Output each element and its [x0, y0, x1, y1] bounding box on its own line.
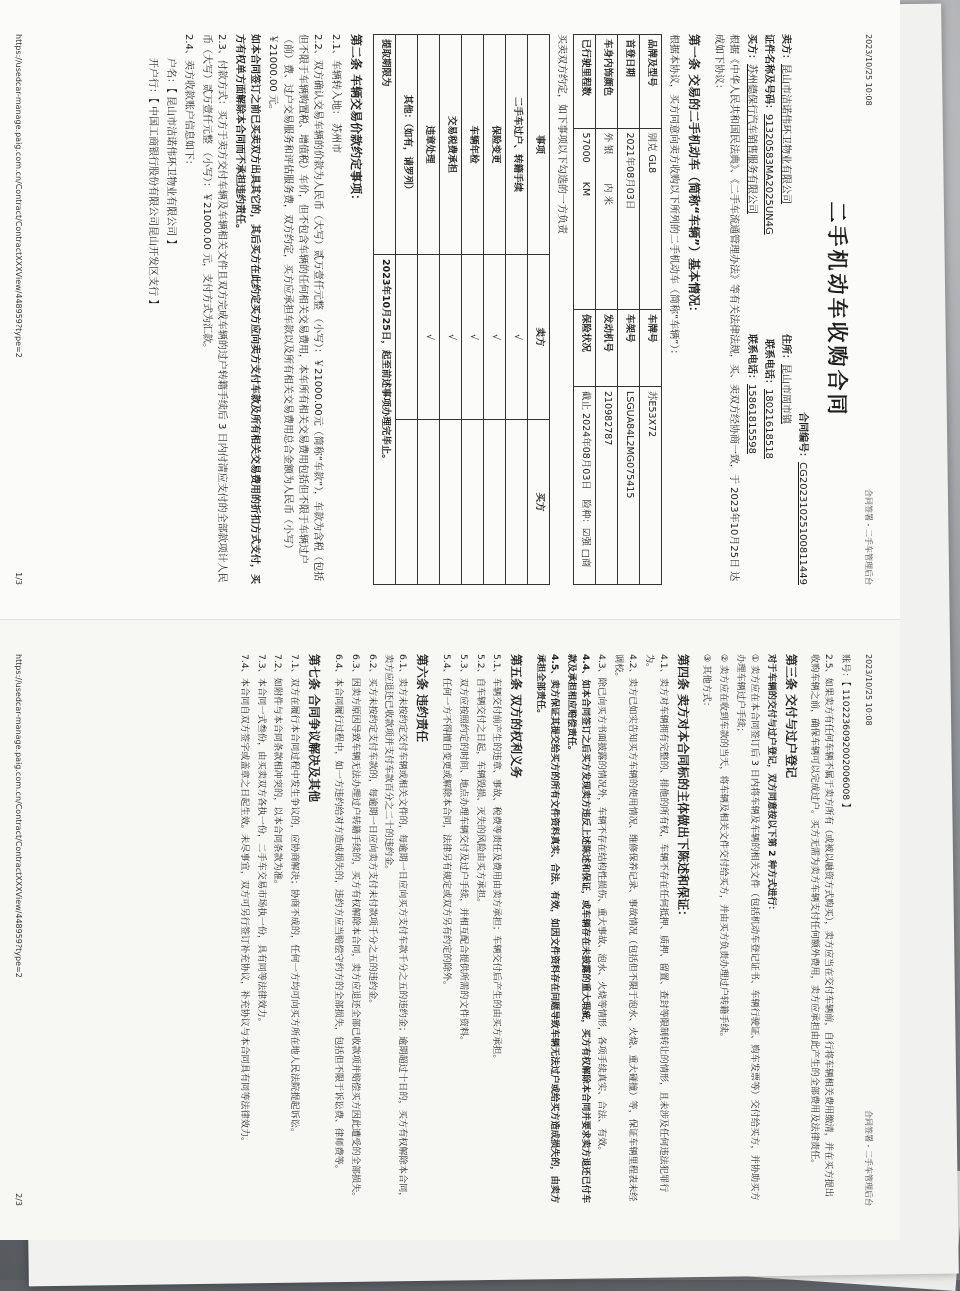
article-5-title: 第五条 双方的权利义务 [509, 654, 524, 779]
clause-2-4: 2.4、卖方收款账户信息如下： [183, 34, 195, 170]
clause-2-2-bold: 如本合同签订之前已买卖双方出具其它的，其后买方在此约定买方应向卖方支付车款及所有相关交易费用的折扣方式支付，买方有权单方面解除本合同而不承担违约责任。 [234, 34, 261, 584]
seller-phone-label: 联系电话： [763, 339, 775, 389]
vehicle-cell: 57000 KM [574, 128, 596, 310]
seller-address-label: 住所： [780, 334, 792, 364]
seller-address: 昆山市周市镇 [780, 364, 792, 424]
resp-header-cell: 事项 [528, 35, 550, 255]
resp-seller-check: √ [418, 255, 440, 420]
table-row [374, 35, 396, 585]
clause-5-3: 5.3、双方应按照约定的时间、地点办理车辆交付及过户手续，并相互配合提供所需的文件资料。 [457, 654, 469, 1046]
footer-url: https://usedcar-manage.paig.com.cn/Contract/ContractXXXView/44895​9?type=2 [14, 34, 23, 358]
vehicle-cell: 外 银 内 米 [596, 128, 618, 310]
resp-buyer-check [440, 420, 462, 585]
resp-header-cell: 卖方 [528, 255, 550, 420]
resp-buyer-check [396, 420, 418, 585]
vehicle-cell: LSGUA84L2MG075415 [618, 387, 640, 585]
buyer-label: 买方： [746, 34, 758, 64]
clause-2-2: 2.2、双方确认交易车辆的价款为人民币（大写）贰万壹仟元整 （小写）：￥21000.00元（简称“车款”），车款为含税（包括但不限于车辆购置税、增值税）车价，但不包含车辆的任何相关交易费用，本车所有相关交易费用包括但不限于车辆过户（前）费、过户交易服务和评估服务费，双方约定，买方应承担车款以及所有相关交易费用总合金额为人民币（小写）￥21000.00 元。 [267, 34, 324, 582]
contract-number: CG20231025100811449 [797, 462, 809, 585]
vehicle-cell: 截止 2024年08月03日 险种：☑强 □商 [574, 387, 596, 585]
resp-buyer-check [506, 420, 528, 585]
option-3: ③ 其他方式： [701, 654, 713, 712]
clause-4-1: 4.1、卖方对车辆拥有完整的、排他的所有权，车辆不存在任何抵押、质押、留置、查封等限制转让的情形，且未涉及任何违法犯罪行为。 [643, 654, 669, 1193]
deadline-label: 提取期限为 [374, 35, 396, 255]
account-number: 账号：【 1102236092002006008 】 [840, 654, 851, 813]
vehicle-cell: 2021年08月03日 [618, 128, 640, 310]
seller-id-row [762, 34, 777, 585]
resp-seller-check: √ [506, 255, 528, 420]
resp-item: 车辆年检 [462, 35, 484, 255]
resp-buyer-check [462, 420, 484, 585]
article-7-title: 第七条 合同争议解决及其他 [307, 654, 322, 803]
table-row [528, 35, 550, 585]
document-title: 二手机动车收购合同 [825, 201, 849, 418]
page-number: 2/3 [14, 1193, 23, 1206]
table-row [462, 35, 484, 585]
clause-6-4: 6.4、本合同履行过程中，如一方违约给对方造成损失的，违约方应当赔偿守约方的全部损失，包括但不限于诉讼费、律师费等。 [333, 654, 345, 1174]
vehicle-cell: 品牌及型号 [640, 35, 662, 129]
contract-number-label: 合同编号： [797, 412, 809, 463]
law-basis: 根据《中华人民共和国民法典》、《二手车流通管理办法》等有关法律法规，买、卖双方经协商一致，于 2023年10月25日 达成如下协议： [713, 34, 740, 582]
resp-seller-check: √ [440, 255, 462, 420]
print-timestamp: 2023/10/25 10:08 [864, 34, 873, 106]
clause-5-2: 5.2、自车辆交付之日起，车辆毁损、灭失的风险由买方承担。 [474, 654, 486, 908]
clause-4-5: 4.5、卖方保证其提交给买方的所有文件资料真实、合法、有效，如因文件资料存在问题导致车辆无法过户或给买方造成损失的，由卖方承担全部责任。 [535, 654, 561, 1204]
table-row [640, 35, 662, 585]
article-2-title: 第二条 车辆交易价款约定事项： [349, 34, 364, 207]
vehicle-cell: 首登日期 [618, 35, 640, 129]
buyer-name: 苏州德保行汽车销售服务有限公司 [746, 64, 758, 214]
print-source: 合同签署 - 二手车管理后台 [864, 489, 873, 585]
clause-4-4: 4.4、如本合同签订之后买方发现卖方违反上述陈述和保证，或车辆存在未披露的重大瑕疵，买方有权解除本合同并要求卖方退还已付车款及承担相应赔偿责任。 [565, 654, 591, 1204]
seller-label: 卖方： [780, 34, 792, 64]
resp-item: 违章处理 [418, 35, 440, 255]
contract-page-1 [0, 0, 900, 620]
page-footer [12, 654, 24, 1206]
resp-item: 其他：（如有，请罗列） [396, 35, 418, 255]
clause-2-3: 2.3、付款方式：买方于卖方交付车辆及车辆相关文件且双方完成车辆的过户转籍手续后 3 日内付清应支付的全部款项计人民币（大写）贰万壹仟元整 （小写）：￥21000.00 元，支付方式为汇款。 [201, 34, 228, 583]
clause-7-3: 7.3、本合同一式叁份，由买卖双方各执一份，二手车交易市场执一份，具有同等法律效力。 [255, 654, 267, 1027]
buyer-phone-label: 联系电话： [746, 334, 758, 384]
deadline-value: 2023年10月25日，起至前述事项办理完毕止。 [374, 255, 396, 585]
resp-item: 保险变更 [484, 35, 506, 255]
table-row [574, 35, 596, 585]
resp-header-cell: 买方 [528, 420, 550, 585]
responsibility-note: 买卖双方约定，如下事项以下勾选的一方负责 [556, 34, 568, 234]
vehicle-cell: 保险状况 [574, 310, 596, 387]
seller-id: 913205​83MA2025UN4G [763, 114, 775, 235]
vehicle-info-table [574, 34, 663, 585]
vehicle-cell: 已行驶里程数 [574, 35, 596, 129]
vehicle-cell: 苏E53X72 [640, 387, 662, 585]
responsibility-table [374, 34, 551, 585]
seller-phone: 18021618518 [763, 389, 775, 459]
resp-buyer-check [484, 420, 506, 585]
resp-seller-check [396, 255, 418, 420]
print-source: 合同签署 - 二手车管理后台 [864, 1110, 873, 1206]
clause-7-1: 7.1、双方在履行本合同过程中发生争议的，应协商解决；协商不成的，任何一方均可向买方所在地人民法院提起诉讼。 [289, 654, 301, 1138]
table-row [596, 35, 618, 585]
resp-item: 二手车过户、转籍手续 [506, 35, 528, 255]
clause-6-3: 6.3、因卖方原因导致车辆无法办理过户转籍手续的，买方有权解除本合同，卖方应退还全部已收款项并赔偿买方因此遭受的全部损失。 [349, 654, 361, 1202]
print-timestamp: 2023/10/25 10:08 [864, 654, 873, 726]
resp-buyer-check [418, 420, 440, 585]
seller-row [779, 34, 794, 585]
table-row [418, 35, 440, 585]
resp-seller-check: √ [484, 255, 506, 420]
contract-page-2 [0, 620, 900, 1240]
table-row [396, 35, 418, 585]
clause-6-1: 6.1、卖方未按约定交付车辆或相关文件的，每逾期一日应向买方支付车款千分之五的违约金；逾期超过十日的，买方有权解除本合同，卖方应退还已收款项并支付车款百分之二十的违约金。 [383, 654, 409, 1202]
page-header [862, 654, 874, 1206]
buyer-phone: 15861815598 [746, 384, 758, 454]
account-bank: 开户行：【 中国工商银行股份有限公司昆山开发区支行 】 [147, 58, 159, 310]
vehicle-cell: 发动机号 [596, 310, 618, 387]
clause-4-2: 4.2、卖方已如实告知买方车辆的使用情况、维修保养记录、事故情况（包括但不限于泡水、火烧、重大碰撞）等，保证车辆里程表未经调校。 [613, 654, 639, 1202]
clause-7-2: 7.2、如附件与本合同条款相冲突的，以本合同条款为准。 [272, 654, 284, 890]
page-footer [12, 34, 24, 585]
clause-2-5: 2.5、如果卖方有任何车辆不属于卖方所有（或被以融资方式购买），卖方应当在交付车辆前，自行将车辆相关费用缴清，并在买方提出收购车辆之前，确保车辆可以完成过户。买方无需为卖方车辆支付任何额外费用，卖方应承担由此产生的全部费用及法律责任。 [809, 654, 835, 1197]
footer-url: https://usedcar-manage.paig.com.cn/Contract/ContractXXXView/44895​9?type=2 [14, 654, 23, 978]
table-row [618, 35, 640, 585]
table-row [484, 35, 506, 585]
article-6-title: 第六条 违约责任 [415, 654, 430, 743]
option-1: ① 卖方应在本合同签订后 3 日内将车辆及车辆的相关文件（包括机动车登记证书、车辆行驶证、购车发票等）交付给买方，并协助买方办理车辆过户手续； [735, 654, 760, 1201]
seller-name: 昆山市洁诺伟环卫物业有限公司 [780, 64, 792, 204]
page-header [862, 34, 874, 585]
vehicle-cell: 车牌号 [640, 310, 662, 387]
article-4-title: 第四条 卖方对本合同标的主体做出下陈述和保证： [675, 654, 690, 923]
article-3-title: 第三条 交付与过户登记 [783, 654, 798, 779]
account-name: 户名：【 昆山市洁诺伟环卫物业有限公司 】 [165, 58, 177, 250]
buyer-row [745, 34, 760, 585]
article-3-intro: 对于车辆的交付与过户登记，双方同意按以下第 2 种方式进行： [765, 654, 777, 915]
contract-number-row [796, 34, 811, 585]
resp-seller-check: √ [462, 255, 484, 420]
vehicle-cell: 车架号 [618, 310, 640, 387]
page-number: 1/3 [14, 572, 23, 585]
seller-id-label: 证件名称及号码： [763, 34, 775, 114]
table-row [440, 35, 462, 585]
clause-7-4: 7.4、本合同自双方签字或盖章之日起生效。未尽事宜，双方可另行签订补充协议，补充协议与本合同具有同等法律效力。 [238, 654, 250, 1147]
resp-item: 交易税费承担 [440, 35, 462, 255]
vehicle-cell: 车身内饰颜色 [596, 35, 618, 129]
clause-5-4: 5.4、任何一方不得擅自变更或解除本合同，法律另有规定或双方另有约定的除外。 [441, 654, 453, 991]
clause-4-3: 4.3、除已向买方书面披露的情况外，车辆不存在结构性损伤、重大事故、泡水、火烧等情形，各项手续真实、合法、有效。 [596, 654, 608, 1156]
vehicle-cell: 别克 GL8 [640, 128, 662, 310]
vehicle-cell: 210982787 [596, 387, 618, 585]
clause-5-1: 5.1、车辆交付前产生的违章、事故、税费等责任及费用由卖方承担；车辆交付后产生的由买方承担。 [491, 654, 503, 1064]
article-1-intro: 根据本协议，买方同意向卖方收购以下所列的二手机动车（简称“车辆”）： [668, 34, 680, 360]
article-1-title: 第一条 交易的二手机动车（简称“车辆”）基本情况： [687, 34, 702, 318]
table-row [506, 35, 528, 585]
clause-2-1: 2.1、车辆转入地： 苏州市 [330, 34, 342, 154]
option-2: ② 卖方应在收到车款的当天，将车辆及相关文件交付给买方，并由买方负责办理过户转籍手续。 [718, 654, 730, 1042]
clause-6-2: 6.2、买方未按约定支付车款的，每逾期一日应向卖方支付未付款项千分之五的违约金。 [366, 654, 378, 1009]
